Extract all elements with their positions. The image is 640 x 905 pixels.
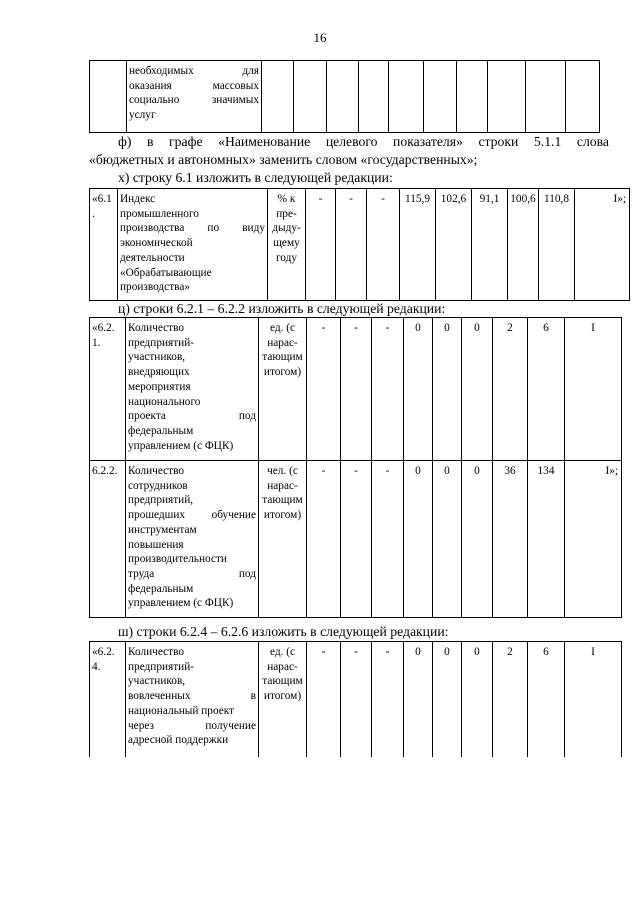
cell [424, 61, 457, 133]
name-line: услуг [129, 109, 156, 122]
value-cell: 6 [528, 642, 565, 757]
name-line: «Обрабатывающие [120, 266, 212, 279]
row-number [90, 642, 126, 757]
name-line: проекта под [128, 410, 256, 423]
row-number-line: «6.1 [92, 193, 112, 205]
row-number [90, 318, 126, 461]
value-cell: - [306, 189, 336, 301]
unit-line: чел. (с [267, 465, 298, 477]
unit-line: нарас- [267, 479, 298, 492]
indicator-name [127, 61, 262, 133]
value-cell: 0 [404, 318, 433, 461]
name-line: повышения [128, 538, 184, 551]
value-cell: I»; [565, 461, 622, 618]
cell [566, 61, 600, 133]
value-cell: - [372, 318, 404, 461]
value-cell: 0 [404, 642, 433, 757]
value-cell: I [565, 318, 622, 461]
value-cell: - [307, 318, 341, 461]
value-cell: 0 [462, 461, 493, 618]
name-line: федеральным [128, 424, 194, 437]
unit-line: тающим [262, 675, 303, 688]
cell [359, 61, 389, 133]
table-row [90, 189, 630, 301]
name-line: Количество [128, 646, 184, 658]
cell [526, 61, 566, 133]
name-line: внедряющих [128, 366, 190, 379]
name-line: предприятий- [128, 336, 195, 349]
unit-line: нарас- [267, 660, 298, 673]
value-cell: - [372, 461, 404, 618]
table-row [90, 642, 622, 757]
value-cell: 102,6 [436, 189, 472, 301]
name-line: федеральным [128, 582, 194, 595]
value-cell: 110,8 [539, 189, 575, 301]
value-cell: 0 [462, 642, 493, 757]
row-number [90, 61, 127, 133]
unit-of-measure [259, 461, 307, 618]
name-line: управлением (с ФЦК) [128, 597, 234, 610]
cell [488, 61, 526, 133]
cell [262, 61, 294, 133]
table-row [90, 61, 600, 133]
table-row [90, 318, 622, 461]
indicator-name [118, 189, 268, 301]
row-number-line: . [92, 207, 95, 220]
unit-line: дыду- [272, 222, 301, 235]
unit-of-measure [268, 189, 306, 301]
value-cell: - [307, 642, 341, 757]
value-cell: - [341, 642, 372, 757]
unit-of-measure [259, 642, 307, 757]
value-cell: 36 [493, 461, 528, 618]
unit-line: нарас- [267, 336, 298, 349]
value-cell: 0 [462, 318, 493, 461]
value-cell: I [565, 642, 622, 757]
indicator-name [126, 642, 259, 757]
cell [327, 61, 359, 133]
unit-line: ед. (с [269, 646, 296, 658]
name-line: через получение [128, 719, 256, 732]
name-line: необходимых для [129, 65, 259, 77]
unit-line: тающим [262, 351, 303, 364]
row-number-line: «6.2. [92, 322, 115, 334]
cell [457, 61, 488, 133]
value-cell: 115,9 [400, 189, 436, 301]
value-cell: 0 [433, 461, 462, 618]
name-line: Индекс [120, 193, 156, 205]
unit-line: итогом) [263, 690, 302, 703]
name-line: национальный проект [128, 704, 235, 717]
paragraph-kh: х) строку 6.1 изложить в следующей редакции: [118, 170, 393, 185]
value-cell: 6 [528, 318, 565, 461]
name-line: Количество [128, 322, 184, 334]
unit-line: итогом) [263, 366, 302, 379]
name-line: Количество [128, 465, 184, 477]
paragraph-sh: ш) строки 6.2.4 – 6.2.6 изложить в следующей редакции: [118, 624, 449, 639]
value-cell: I»; [575, 189, 630, 301]
value-cell: - [336, 189, 367, 301]
value-cell: 2 [493, 318, 528, 461]
value-cell: 0 [433, 642, 462, 757]
name-line: участников, [128, 351, 186, 364]
row-number-line: 1. [92, 336, 101, 349]
paragraph-f-line1: ф) в графе «Наименование целевого показателя» строки 5.1.1 слова [118, 134, 609, 149]
unit-line: ед. (с [269, 322, 296, 334]
name-line: оказания массовых [129, 79, 259, 92]
table-row-6-1 [89, 188, 630, 301]
value-cell: - [307, 461, 341, 618]
value-cell: 134 [528, 461, 565, 618]
value-cell: 100,6 [508, 189, 539, 301]
indicator-name [126, 318, 259, 461]
table-row [90, 461, 622, 618]
row-number [90, 461, 126, 618]
value-cell: 0 [404, 461, 433, 618]
page-number: 16 [313, 30, 327, 45]
name-line: социально значимых [129, 94, 259, 107]
unit-of-measure [259, 318, 307, 461]
name-line: инструментам [128, 523, 197, 536]
row-number-line: 6.2.2. [92, 465, 118, 477]
name-line: производительности [128, 553, 227, 566]
value-cell: 91,1 [472, 189, 508, 301]
paragraph-ts: ц) строки 6.2.1 – 6.2.2 изложить в следующей редакции: [118, 301, 446, 316]
unit-line: тающим [262, 494, 303, 507]
value-cell: 0 [433, 318, 462, 461]
name-line: прошедших обучение [128, 509, 256, 522]
name-line: предприятий- [128, 660, 195, 673]
value-cell: 2 [493, 642, 528, 757]
cell [389, 61, 424, 133]
name-line: адресной поддержки [128, 734, 229, 747]
name-line: производства по виду [120, 222, 265, 235]
unit-line: итогом) [263, 509, 302, 522]
table-rows-6-2-1-to-6-2-2 [89, 317, 622, 618]
unit-line: году [275, 251, 298, 264]
table-rows-6-2-4-to-6-2-6 [89, 641, 622, 757]
name-line: производства» [120, 281, 190, 294]
value-cell: - [372, 642, 404, 757]
indicator-name [126, 461, 259, 618]
unit-line: % к [277, 193, 296, 205]
value-cell: - [367, 189, 400, 301]
row-number-line: «6.2. [92, 646, 115, 658]
value-cell: - [341, 461, 372, 618]
name-line: вовлеченных в [128, 690, 256, 703]
unit-line: пре- [276, 207, 297, 220]
name-line: промышленного [120, 207, 199, 220]
table-fragment-top [89, 60, 600, 133]
cell [294, 61, 327, 133]
name-line: экономической [120, 237, 193, 250]
name-line: участников, [128, 675, 186, 688]
row-number-line: 4. [92, 660, 101, 673]
name-line: сотрудников [128, 479, 188, 492]
row-number [90, 189, 118, 301]
name-line: управлением (с ФЦК) [128, 439, 234, 452]
unit-line: щему [273, 237, 300, 250]
name-line: мероприятия [128, 380, 191, 393]
paragraph-f-line2: «бюджетных и автономных» заменить словом «государственных»; [89, 152, 478, 167]
name-line: труда под [128, 567, 256, 580]
name-line: предприятий, [128, 494, 194, 507]
name-line: деятельности [120, 251, 185, 264]
value-cell: - [341, 318, 372, 461]
name-line: национального [128, 395, 201, 408]
